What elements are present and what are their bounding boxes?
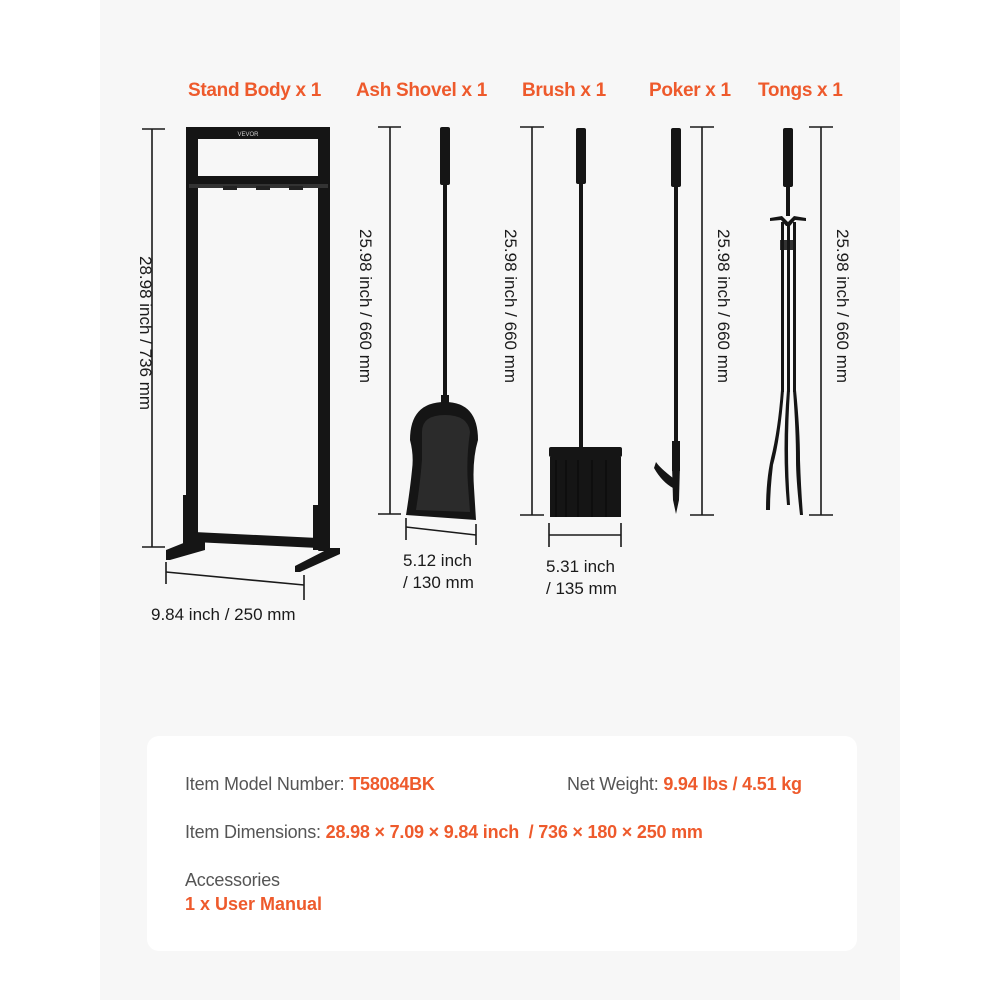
stand-width-label: 9.84 inch / 250 mm [151, 605, 296, 624]
tongs-height-label: 25.98 inch / 660 mm [833, 229, 852, 384]
brush-width-label-2: / 135 mm [546, 579, 617, 598]
poker-height-label: 25.98 inch / 660 mm [714, 229, 733, 384]
ash-shovel-image [406, 127, 478, 520]
item-title-tongs: Tongs x 1 [758, 80, 843, 101]
stand-height-label: 28.98 inch / 736 mm [136, 256, 155, 411]
item-title-poker: Poker x 1 [649, 80, 731, 101]
shovel-width-label-2: / 130 mm [403, 573, 474, 592]
dimensions-label: Item Dimensions: [185, 822, 326, 842]
item-title-stand-body: Stand Body x 1 [188, 80, 322, 101]
tongs-image [766, 128, 806, 515]
shovel-height-label: 25.98 inch / 660 mm [356, 229, 375, 384]
brush-height-label: 25.98 inch / 660 mm [501, 229, 520, 384]
model-number-row [185, 774, 435, 795]
vevor-brand-mark: VEVOR [237, 132, 259, 138]
net-weight-value: 9.94 lbs / 4.51 kg [663, 774, 802, 794]
model-number-value: T58084BK [349, 774, 435, 794]
model-number-label: Item Model Number: [185, 774, 350, 794]
dimensions-value: 28.98 × 7.09 × 9.84 inch / 736 × 180 × 250 mm [325, 822, 703, 842]
dimensions-row [185, 822, 703, 843]
spec-card [147, 736, 857, 951]
item-title-ash-shovel: Ash Shovel x 1 [356, 80, 487, 101]
poker-image [654, 128, 681, 514]
shovel-width-label-1: 5.12 inch [403, 551, 472, 570]
brush-width-label-1: 5.31 inch [546, 557, 615, 576]
stand-body-image [166, 127, 340, 572]
accessories-label: Accessories [185, 870, 280, 890]
net-weight-row [567, 774, 802, 795]
item-title-brush: Brush x 1 [522, 80, 606, 101]
brush-image [549, 128, 622, 517]
accessories-value: 1 x User Manual [185, 894, 323, 914]
net-weight-label: Net Weight: [567, 774, 664, 794]
